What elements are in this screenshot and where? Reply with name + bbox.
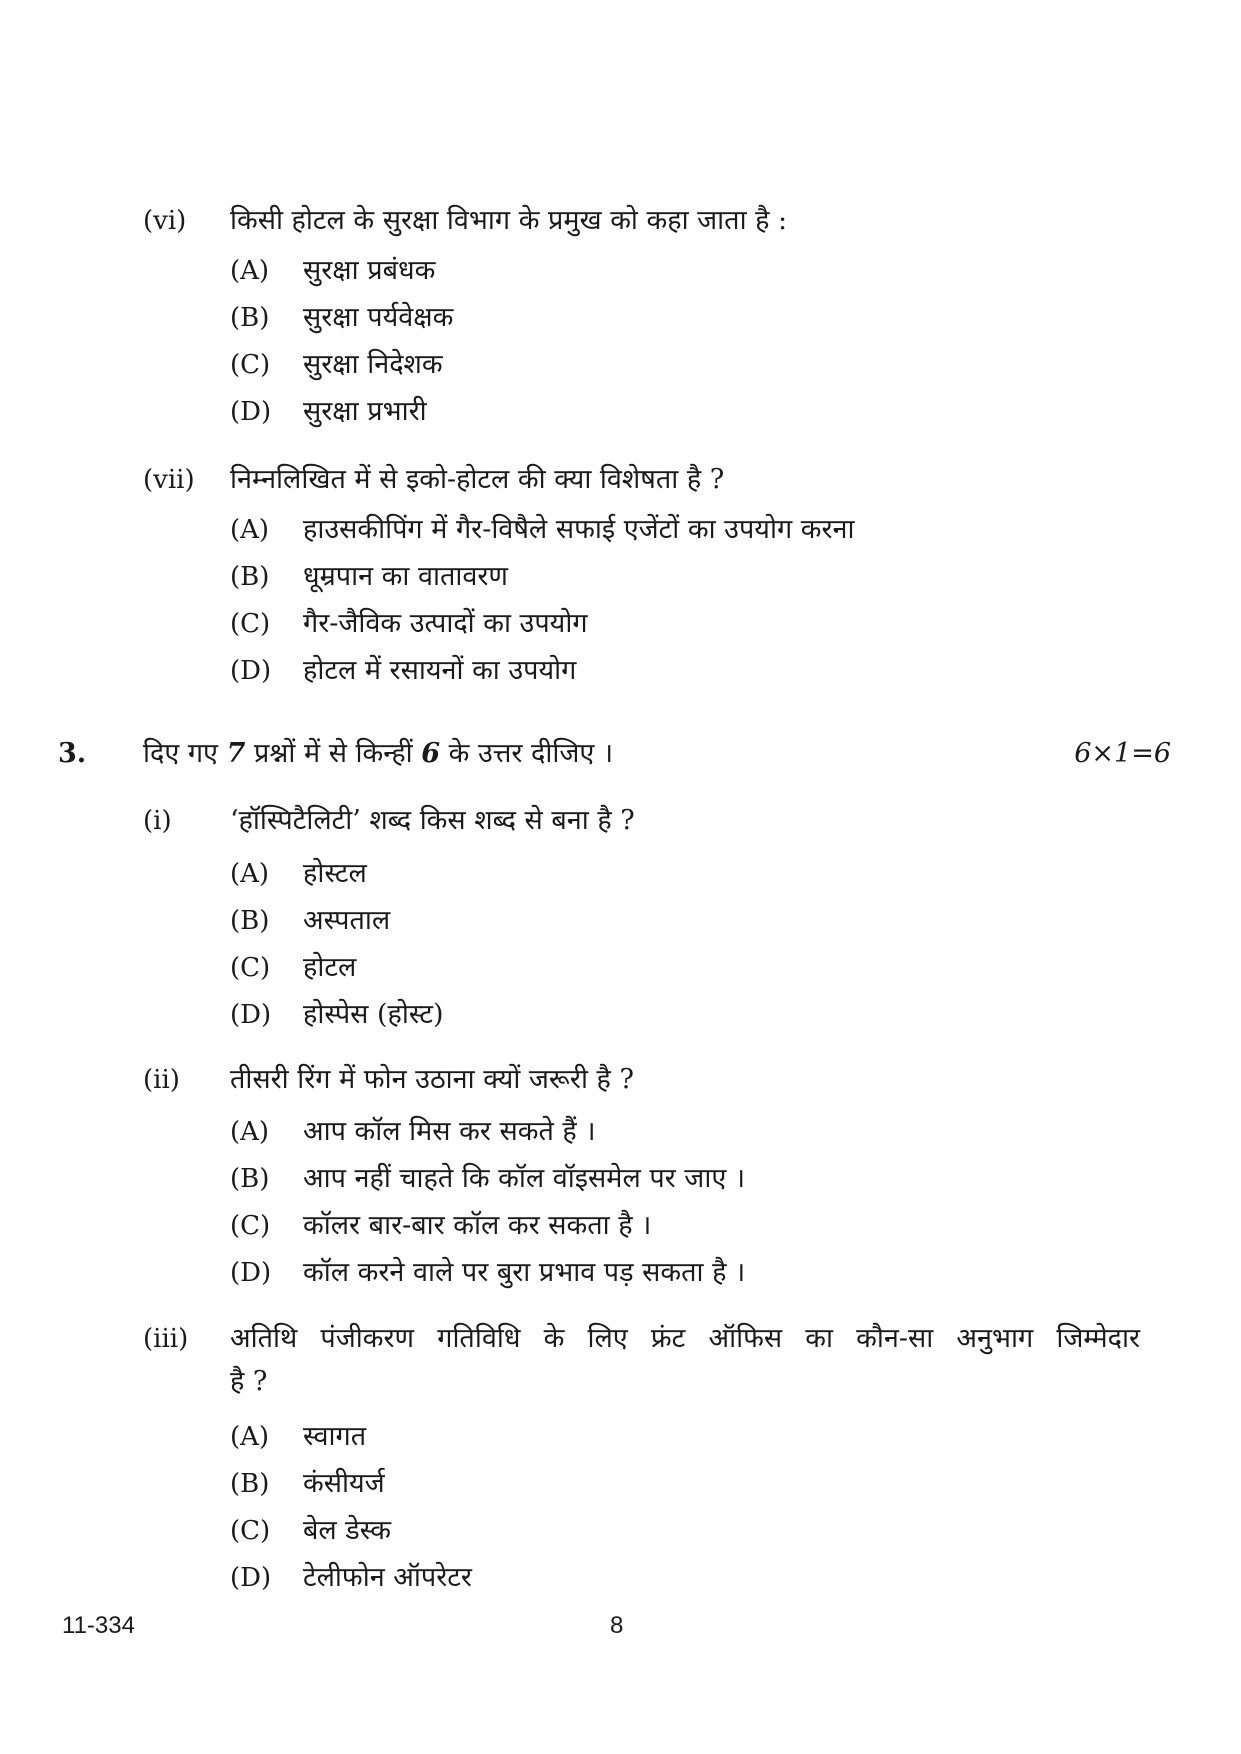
paper-code: 11-334 — [62, 1612, 135, 1639]
option-label: (C) — [230, 1516, 271, 1546]
option-text: टेलीफोन ऑपरेटर — [303, 1562, 472, 1593]
page-number: 8 — [610, 1612, 624, 1639]
option-label: (A) — [230, 515, 270, 545]
section-marks: 6×1=6 — [1074, 738, 1171, 769]
option-text: आप नहीं चाहते कि कॉल वॉइसमेल पर जाए । — [303, 1163, 746, 1194]
option-label: (B) — [230, 1469, 270, 1499]
option-text: सुरक्षा पर्यवेक्षक — [303, 302, 454, 333]
question-label: (vii) — [143, 465, 195, 495]
option-text: स्वागत — [303, 1421, 367, 1452]
option-label: (C) — [230, 1211, 271, 1241]
option-text: हाउसकीपिंग में गैर-विषैले सफाई एजेंटों का उपयोग करना — [303, 514, 855, 545]
question-text: निम्नलिखित में से इको-होटल की क्या विशेषता है ? — [230, 464, 725, 495]
option-text: कॉलर बार-बार कॉल कर सकता है । — [303, 1210, 652, 1241]
option-text: होस्पेस (होस्ट) — [303, 999, 444, 1030]
question-text: किसी होटल के सुरक्षा विभाग के प्रमुख को कहा जाता है : — [230, 205, 788, 236]
option-label: (D) — [230, 1000, 272, 1030]
question-label: (iii) — [143, 1324, 189, 1354]
option-label: (B) — [230, 906, 270, 936]
option-label: (B) — [230, 303, 270, 333]
option-label: (D) — [230, 397, 272, 427]
option-label: (D) — [230, 1563, 272, 1593]
question-label: (i) — [143, 806, 172, 836]
option-label: (C) — [230, 609, 271, 639]
option-text: कॉल करने वाले पर बुरा प्रभाव पड़ सकता है । — [303, 1257, 746, 1288]
option-text: आप कॉल मिस कर सकते हैं । — [303, 1116, 596, 1147]
question-text: ‘हॉस्पिटैलिटी’ शब्द किस शब्द से बना है ? — [230, 805, 635, 836]
option-label: (D) — [230, 1258, 272, 1288]
question-label: (vi) — [143, 206, 187, 236]
option-label: (C) — [230, 953, 271, 983]
question-text-line2: है ? — [230, 1366, 268, 1397]
option-text: गैर-जैविक उत्पादों का उपयोग — [303, 608, 588, 639]
option-text: धूम्रपान का वातावरण — [303, 561, 508, 592]
question-text: तीसरी रिंग में फोन उठाना क्यों जरूरी है ? — [230, 1064, 634, 1095]
option-text: होस्टल — [303, 858, 367, 889]
option-label: (A) — [230, 256, 270, 286]
option-label: (D) — [230, 656, 272, 686]
section-number: 3. — [58, 738, 87, 769]
option-label: (A) — [230, 1117, 270, 1147]
question-text-line1: अतिथि पंजीकरण गतिविधि के लिए फ्रंट ऑफिस का कौन-सा अनुभाग जिम्मेदार — [230, 1323, 1140, 1354]
option-text: अस्पताल — [303, 905, 391, 936]
option-label: (B) — [230, 1164, 270, 1194]
option-text: बेल डेस्क — [303, 1515, 391, 1546]
question-label: (ii) — [143, 1065, 180, 1095]
option-text: होटल में रसायनों का उपयोग — [303, 655, 577, 686]
option-text: कंसीयर्ज — [303, 1468, 385, 1499]
option-label: (A) — [230, 1422, 270, 1452]
section-instruction: दिए गए 7 प्रश्नों में से किन्हीं 6 के उत्तर दीजिए । — [143, 738, 614, 769]
option-text: होटल — [303, 952, 357, 983]
option-label: (B) — [230, 562, 270, 592]
option-text: सुरक्षा निदेशक — [303, 349, 443, 380]
option-label: (C) — [230, 350, 271, 380]
option-text: सुरक्षा प्रभारी — [303, 396, 427, 427]
option-text: सुरक्षा प्रबंधक — [303, 255, 436, 286]
option-label: (A) — [230, 859, 270, 889]
